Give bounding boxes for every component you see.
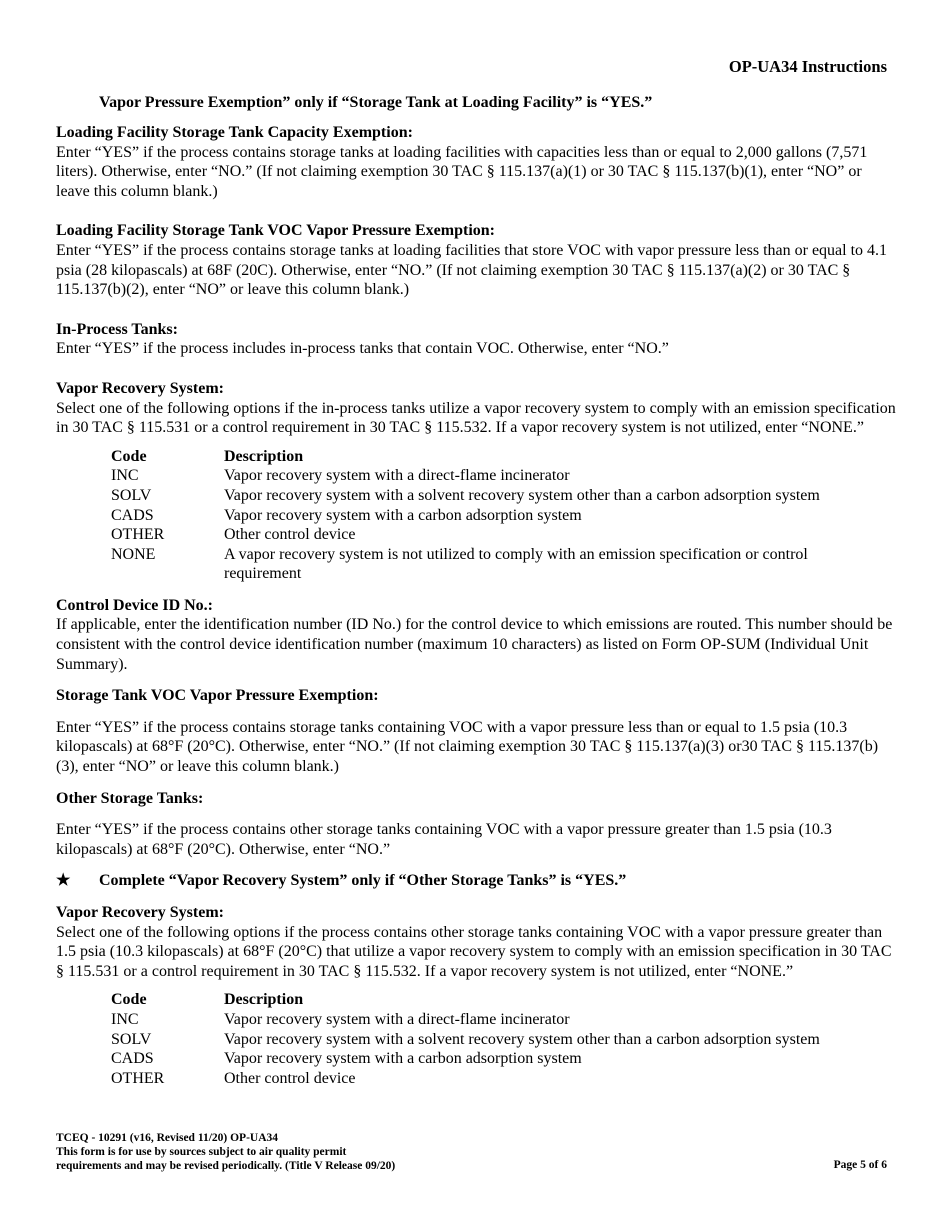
code-column-header: Code [111, 447, 147, 465]
table-cell-code: CADS [111, 506, 154, 524]
table-cell-code: INC [111, 467, 139, 485]
intro-note: Vapor Pressure Exemption” only if “Storage Tank at Loading Facility” is “YES.” [99, 94, 653, 111]
table-row [111, 1069, 864, 1089]
document-body [56, 123, 896, 1088]
in-process-tanks-heading: In-Process Tanks: [56, 320, 178, 338]
table-row [111, 525, 864, 545]
table-cell-code: NONE [111, 545, 156, 563]
table-cell-description: Vapor recovery system with a carbon adsorption system [224, 506, 582, 524]
table-cell-description: Vapor recovery system with a carbon adsorption system [224, 1050, 582, 1068]
vapor-recovery-text-1: Select one of the following options if the in-process tanks utilize a vapor recovery system to comply with an emission specification in 30 TAC § 115.531 or a control requirement in 30 TAC § 115.532. If a vapor recovery system is not utilized, enter “NONE.” [56, 399, 896, 437]
other-storage-tanks-text: Enter “YES” if the process contains other storage tanks containing VOC with a vapor pressure greater than 1.5 psia (10.3 kilopascals) at 68°F (20°C). Otherwise, enter “NO.” [56, 821, 832, 858]
form-footer [56, 1131, 395, 1173]
table-row [111, 1049, 864, 1069]
footer-form-id: TCEQ - 10291 (v16, Revised 11/20) OP-UA34 [56, 1132, 279, 1144]
footer-notice-line-2: requirements and may be revised periodically. (Title V Release 09/20) [56, 1160, 396, 1172]
capacity-exemption-heading: Loading Facility Storage Tank Capacity Exemption: [56, 124, 413, 141]
storage-tank-vp-text: Enter “YES” if the process contains storage tanks containing VOC with a vapor pressure less than or equal to 1.5 psia (10.3 kilopascals) at 68°F (20°C). Otherwise, enter “NO.” (If not claiming exemption 30 TAC § 115.137(a)(3) or30 TAC § 115.137(b)(3), enter “NO” or leave this column blank.) [56, 718, 879, 776]
table-cell-code: SOLV [111, 1030, 152, 1048]
table-cell-code: CADS [111, 1050, 154, 1068]
table-cell-description: A vapor recovery system is not utilized to comply with an emission specification or control requirement [224, 545, 808, 583]
vapor-recovery-text-2: Select one of the following options if the process contains other storage tanks containing VOC with a vapor pressure greater than 1.5 psia (10.3 kilopascals) at 68°F (20°C) that utilize a vapor recovery system to comply with an emission specification in 30 TAC § 115.531 or a control requirement in 30 TAC § 115.532. If a vapor recovery system is not utilized, enter “NONE.” [56, 923, 892, 980]
table-cell-code: OTHER [111, 526, 165, 544]
table-cell-code: INC [111, 1010, 139, 1028]
table-row [111, 486, 864, 506]
table-cell-description: Vapor recovery system with a direct-flame incinerator [224, 467, 570, 485]
table-row [111, 1030, 864, 1050]
description-column-header: Description [224, 447, 304, 465]
table-cell-description: Other control device [224, 1069, 356, 1087]
in-process-tanks-text: Enter “YES” if the process includes in-process tanks that contain VOC. Otherwise, enter “NO.” [56, 340, 669, 358]
star-note-text: Complete “Vapor Recovery System” only if “Other Storage Tanks” is “YES.” [99, 872, 627, 890]
table-row [111, 545, 864, 584]
voc-vapor-pressure-heading: Loading Facility Storage Tank VOC Vapor Pressure Exemption: [56, 222, 495, 240]
control-device-heading: Control Device ID No.: [56, 596, 214, 614]
table-cell-code: OTHER [111, 1069, 165, 1087]
table-header-row [111, 990, 864, 1010]
voc-vapor-pressure-text: Enter “YES” if the process contains storage tanks at loading facilities that store VOC with vapor pressure less than or equal to 4.1 psia (28 kilopascals) at 68F (20C). Otherwise, enter “NO.” (If not claiming exemption 30 TAC § 115.137(a)(2) or 30 TAC § 115.137(b)(2), enter “NO” or leave this column blank.) [56, 241, 888, 299]
footer-notice-line-1: This form is for use by sources subject to air quality permit [56, 1146, 347, 1158]
storage-tank-vp-heading: Storage Tank VOC Vapor Pressure Exemption: [56, 687, 379, 705]
control-device-text: If applicable, enter the identification number (ID No.) for the control device to which emissions are routed. This number should be consistent with the control device identification number (maximum 10 characters) as listed on Form OP-SUM (Individual Unit Summary). [56, 616, 893, 673]
table-row [111, 1010, 864, 1030]
other-storage-tanks-heading: Other Storage Tanks: [56, 789, 204, 807]
table-row [111, 506, 864, 526]
page-header-title: OP-UA34 Instructions [728, 57, 887, 76]
capacity-exemption-text: Enter “YES” if the process contains storage tanks at loading facilities with capacities less than or equal to 2,000 gallons (7,571 liters). Otherwise, enter “NO.” (If not claiming exemption 30 TAC § 115.137(a)(1) or 30 TAC § 115.137(b)(1), enter “NO” or leave this column blank.) [56, 143, 868, 200]
vapor-recovery-code-table-1 [111, 447, 864, 584]
code-column-header: Code [111, 991, 147, 1009]
description-column-header: Description [224, 991, 304, 1009]
vapor-recovery-heading-2: Vapor Recovery System: [56, 904, 224, 921]
table-cell-code: SOLV [111, 486, 152, 504]
table-cell-description: Vapor recovery system with a solvent recovery system other than a carbon adsorption system [224, 1030, 820, 1048]
table-cell-description: Vapor recovery system with a solvent recovery system other than a carbon adsorption system [224, 486, 820, 504]
table-header-row [111, 447, 864, 467]
vapor-recovery-heading-1: Vapor Recovery System: [56, 379, 224, 397]
table-row [111, 466, 864, 486]
star-icon: ★ [56, 872, 71, 890]
vapor-recovery-code-table-2 [111, 990, 864, 1088]
page-number: Page 5 of 6 [833, 1159, 887, 1171]
table-cell-description: Other control device [224, 526, 356, 544]
table-cell-description: Vapor recovery system with a direct-flame incinerator [224, 1010, 570, 1028]
star-note [56, 871, 896, 891]
